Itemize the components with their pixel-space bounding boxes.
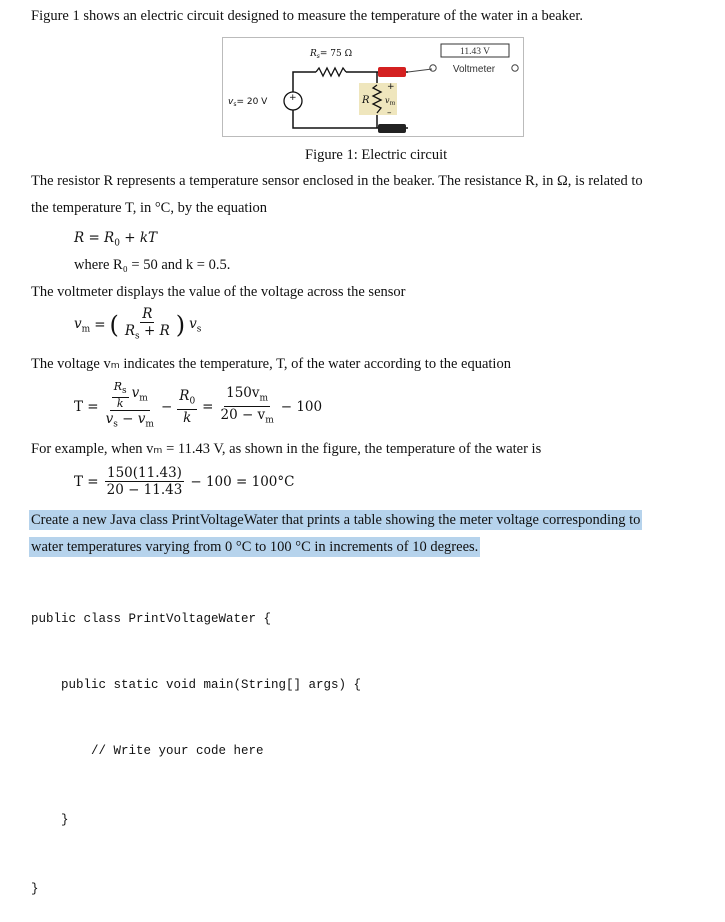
source-plus-sign: +	[289, 93, 297, 103]
plus-sign: +	[387, 82, 395, 92]
meter-name: Voltmeter	[452, 64, 496, 75]
vs-label: $v_s= 20$ V	[228, 97, 268, 108]
equation-resistance: $R = R_0$ + kT	[74, 230, 158, 249]
paragraph-example: For example, when vₘ = 11.43 V, as shown in the figure, the temperature of the water is	[31, 441, 542, 457]
figure-caption: Figure 1: Electric circuit	[305, 147, 448, 163]
black-probe	[378, 124, 406, 133]
equation-temperature: T = $\frac{R_s}{k}$ $v_m$ $v_s - v_m$ − $\frac{R_0}{k}$ = $\frac{150v_m}{20 - v_m}$ − 100	[74, 380, 323, 430]
code-line: }	[31, 882, 39, 896]
task-line-1: Create a new Java class PrintVoltageWater that prints a table showing the meter voltage corresponding to	[31, 512, 641, 528]
paragraph-resistor-b: the temperature T, in °C, by the equation	[31, 200, 267, 216]
code-line: public class PrintVoltageWater {	[31, 612, 272, 626]
task-line-2: water temperatures varying from 0 °C to 100 °C in increments of 10 degrees.	[31, 539, 479, 555]
red-probe	[378, 67, 406, 77]
where-text: where R₀ = 50 and k = 0.5.	[74, 257, 231, 273]
paragraph-temperature: The voltage vₘ indicates the temperature, T, of the water according to the equation	[31, 356, 511, 372]
minus-sign: –	[387, 108, 392, 118]
code-line: }	[31, 813, 69, 827]
intro-text: Figure 1 shows an electric circuit designed to measure the temperature of the water in a beaker.	[31, 8, 583, 24]
meter-reading: 11.43 V	[459, 47, 491, 57]
r-label: R	[362, 95, 370, 106]
circuit-figure	[222, 37, 524, 137]
circuit-diagram	[222, 37, 524, 137]
paragraph-voltmeter: The voltmeter displays the value of the voltage across the sensor	[31, 284, 406, 300]
paragraph-resistor-a: The resistor R represents a temperature sensor enclosed in the beaker. The resistance R, in Ω, is related to	[31, 173, 643, 189]
code-block	[31, 564, 361, 922]
vm-label: $v_m$	[385, 96, 396, 107]
rs-label: $R_s= 75$ Ω	[310, 49, 353, 60]
equation-example: T = $\frac{150(11.43)}{20 - 11.43}$ − 100 = 100°C	[74, 465, 295, 498]
code-line: // Write your code here	[31, 744, 264, 758]
code-line: public static void main(String[] args) {	[31, 678, 362, 692]
equation-voltage: $v_m$ = ( $\frac{R}{R_s + R}$ ) $v_s$	[74, 306, 202, 342]
